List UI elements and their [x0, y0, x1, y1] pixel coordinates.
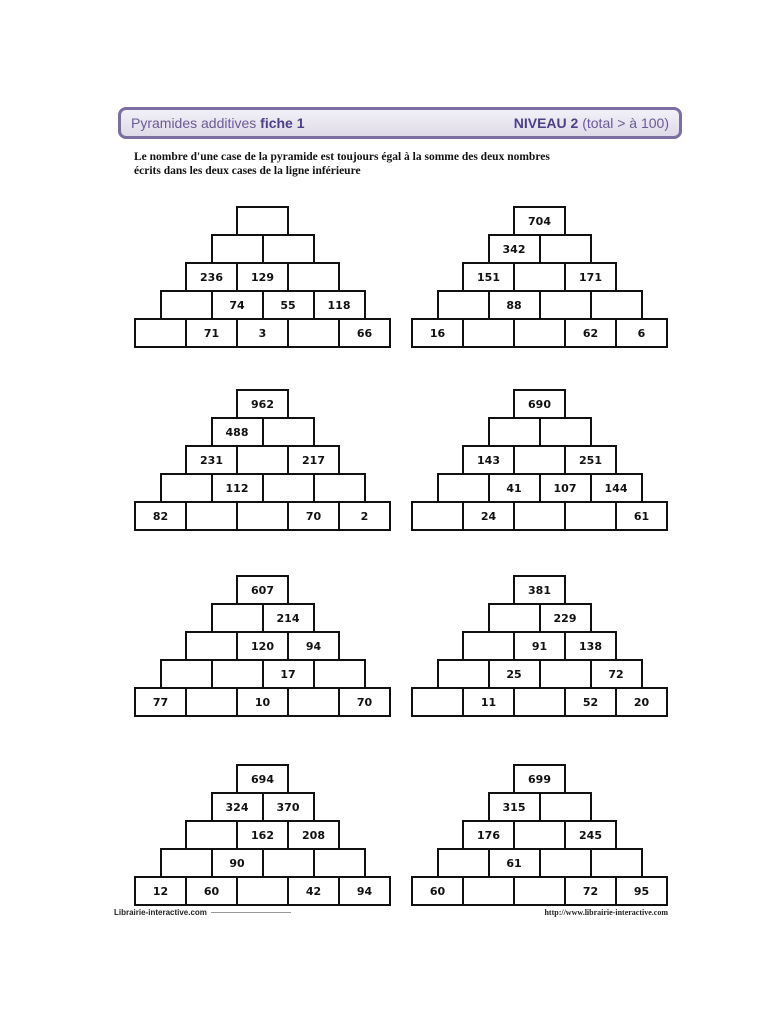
- pyramid-cell[interactable]: [513, 820, 566, 850]
- pyramid-cell[interactable]: [462, 318, 515, 348]
- pyramid-cell[interactable]: [160, 290, 213, 320]
- pyramid-cell: 72: [590, 659, 643, 689]
- pyramid-cell: 699: [513, 764, 566, 794]
- pyramid-cell: 324: [211, 792, 264, 822]
- pyramid-cell: 11: [462, 687, 515, 717]
- pyramid-cell[interactable]: [236, 501, 289, 531]
- pyramid-cell: 176: [462, 820, 515, 850]
- pyramid-cell: 214: [262, 603, 315, 633]
- pyramid-cell: 704: [513, 206, 566, 236]
- pyramid-cell[interactable]: [462, 876, 515, 906]
- pyramid-cell[interactable]: [160, 473, 213, 503]
- pyramid-cell[interactable]: [462, 631, 515, 661]
- pyramid-cell: 17: [262, 659, 315, 689]
- pyramid-cell: 10: [236, 687, 289, 717]
- instructions: [134, 150, 674, 178]
- pyramid-cell: 41: [488, 473, 541, 503]
- pyramid-cell: 151: [462, 262, 515, 292]
- pyramid-cell[interactable]: [262, 234, 315, 264]
- pyramid-cell: 251: [564, 445, 617, 475]
- pyramid-cell[interactable]: [262, 417, 315, 447]
- pyramid-cell[interactable]: [513, 445, 566, 475]
- pyramid-cell[interactable]: [539, 290, 592, 320]
- pyramid-cell: 370: [262, 792, 315, 822]
- pyramid-cell: 91: [513, 631, 566, 661]
- pyramid-cell: 25: [488, 659, 541, 689]
- pyramid-cell[interactable]: [262, 848, 315, 878]
- pyramid-cell: 144: [590, 473, 643, 503]
- pyramid-cell: 488: [211, 417, 264, 447]
- pyramid-cell[interactable]: [539, 417, 592, 447]
- pyramid-cell: 607: [236, 575, 289, 605]
- pyramid-cell: 60: [185, 876, 238, 906]
- pyramid-cell[interactable]: [185, 687, 238, 717]
- pyramid-cell[interactable]: [287, 318, 340, 348]
- pyramid-cell: 694: [236, 764, 289, 794]
- pyramid-cell: 94: [338, 876, 391, 906]
- instruction-line-1: Le nombre d'une case de la pyramide est toujours égal à la somme des deux nombres: [134, 151, 550, 163]
- footer-logo: [114, 908, 291, 917]
- pyramid-cell[interactable]: [211, 659, 264, 689]
- pyramid-cell[interactable]: [262, 473, 315, 503]
- pyramid-cell: 94: [287, 631, 340, 661]
- pyramid-cell[interactable]: [185, 501, 238, 531]
- pyramid-cell: 2: [338, 501, 391, 531]
- pyramid-cell[interactable]: [411, 687, 464, 717]
- page-header: [118, 107, 682, 139]
- pyramid-cell[interactable]: [313, 659, 366, 689]
- pyramid-cell: 62: [564, 318, 617, 348]
- pyramid-cell: 962: [236, 389, 289, 419]
- pyramid-cell: 120: [236, 631, 289, 661]
- footer-logo-text: Librairie-interactive.com: [114, 908, 207, 917]
- pyramid-cell[interactable]: [513, 687, 566, 717]
- pyramid-cell[interactable]: [437, 473, 490, 503]
- footer-url: http://www.librairie-interactive.com: [544, 908, 668, 917]
- pyramid-cell: 229: [539, 603, 592, 633]
- pyramid-cell: 236: [185, 262, 238, 292]
- pyramid-cell[interactable]: [287, 262, 340, 292]
- pyramid-cell[interactable]: [437, 659, 490, 689]
- pyramid-cell[interactable]: [160, 659, 213, 689]
- pyramid-cell: 42: [287, 876, 340, 906]
- pyramid-cell: 60: [411, 876, 464, 906]
- pyramid-cell: 690: [513, 389, 566, 419]
- pyramid-cell: 143: [462, 445, 515, 475]
- pyramid-cell[interactable]: [185, 820, 238, 850]
- pyramid-cell[interactable]: [539, 659, 592, 689]
- pyramid-cell: 315: [488, 792, 541, 822]
- pyramid-cell: 381: [513, 575, 566, 605]
- pyramid-cell[interactable]: [488, 417, 541, 447]
- pyramid-cell: 77: [134, 687, 187, 717]
- pyramid-cell[interactable]: [539, 234, 592, 264]
- title-text: Pyramides additives: [131, 115, 257, 131]
- pyramid-cell: 107: [539, 473, 592, 503]
- header-title: [131, 115, 305, 131]
- pyramid-cell[interactable]: [185, 631, 238, 661]
- pyramid-cell[interactable]: [313, 473, 366, 503]
- pyramid-cell[interactable]: [513, 262, 566, 292]
- pyramid-cell: 171: [564, 262, 617, 292]
- pyramid-cell: 61: [488, 848, 541, 878]
- pyramid-cell[interactable]: [437, 290, 490, 320]
- pyramid-cell[interactable]: [160, 848, 213, 878]
- pyramid-cell[interactable]: [411, 501, 464, 531]
- pyramid-cell: 88: [488, 290, 541, 320]
- pyramid-cell: 12: [134, 876, 187, 906]
- pyramid-cell: 342: [488, 234, 541, 264]
- pyramid-cell[interactable]: [590, 848, 643, 878]
- pyramid-cell: 90: [211, 848, 264, 878]
- pyramid-cell: 70: [287, 501, 340, 531]
- pyramid-cell[interactable]: [211, 234, 264, 264]
- pyramid-cell: 129: [236, 262, 289, 292]
- sheet-label: fiche 1: [260, 115, 305, 131]
- pyramid-cell[interactable]: [134, 318, 187, 348]
- pyramid-cell[interactable]: [488, 603, 541, 633]
- pyramid-cell: 245: [564, 820, 617, 850]
- pyramid-cell: 55: [262, 290, 315, 320]
- pyramid-cell: 112: [211, 473, 264, 503]
- pyramid-cell: 231: [185, 445, 238, 475]
- footer-divider: [211, 912, 291, 913]
- pyramid-cell[interactable]: [513, 876, 566, 906]
- pyramid-cell: 217: [287, 445, 340, 475]
- pyramid-cell[interactable]: [313, 848, 366, 878]
- pyramid-cell: 6: [615, 318, 668, 348]
- pyramid-cell[interactable]: [539, 792, 592, 822]
- pyramid-cell: 70: [338, 687, 391, 717]
- pyramid-cell: 24: [462, 501, 515, 531]
- pyramid-cell: 82: [134, 501, 187, 531]
- pyramid-cell[interactable]: [236, 876, 289, 906]
- pyramid-cell: 61: [615, 501, 668, 531]
- pyramid-cell: 20: [615, 687, 668, 717]
- pyramid-cell: 3: [236, 318, 289, 348]
- pyramid-cell[interactable]: [236, 206, 289, 236]
- level-note: (total > à 100): [582, 115, 669, 131]
- pyramid-cell: 162: [236, 820, 289, 850]
- pyramid-cell[interactable]: [590, 290, 643, 320]
- pyramid-cell[interactable]: [236, 445, 289, 475]
- pyramid-cell: 95: [615, 876, 668, 906]
- pyramid-cell: 71: [185, 318, 238, 348]
- pyramid-cell: 72: [564, 876, 617, 906]
- level-label: NIVEAU 2: [513, 115, 579, 131]
- pyramid-cell[interactable]: [564, 501, 617, 531]
- header-level: [514, 115, 669, 131]
- pyramid-cell: 52: [564, 687, 617, 717]
- pyramid-cell: 118: [313, 290, 366, 320]
- pyramid-cell: 74: [211, 290, 264, 320]
- pyramid-cell[interactable]: [513, 318, 566, 348]
- pyramid-cell: 16: [411, 318, 464, 348]
- pyramid-cell: 208: [287, 820, 340, 850]
- pyramid-cell[interactable]: [539, 848, 592, 878]
- instruction-line-2: écrits dans les deux cases de la ligne inférieure: [134, 165, 361, 177]
- pyramid-cell: 66: [338, 318, 391, 348]
- pyramid-cell[interactable]: [211, 603, 264, 633]
- pyramid-cell[interactable]: [287, 687, 340, 717]
- pyramid-cell[interactable]: [513, 501, 566, 531]
- pyramid-cell: 138: [564, 631, 617, 661]
- pyramid-cell[interactable]: [437, 848, 490, 878]
